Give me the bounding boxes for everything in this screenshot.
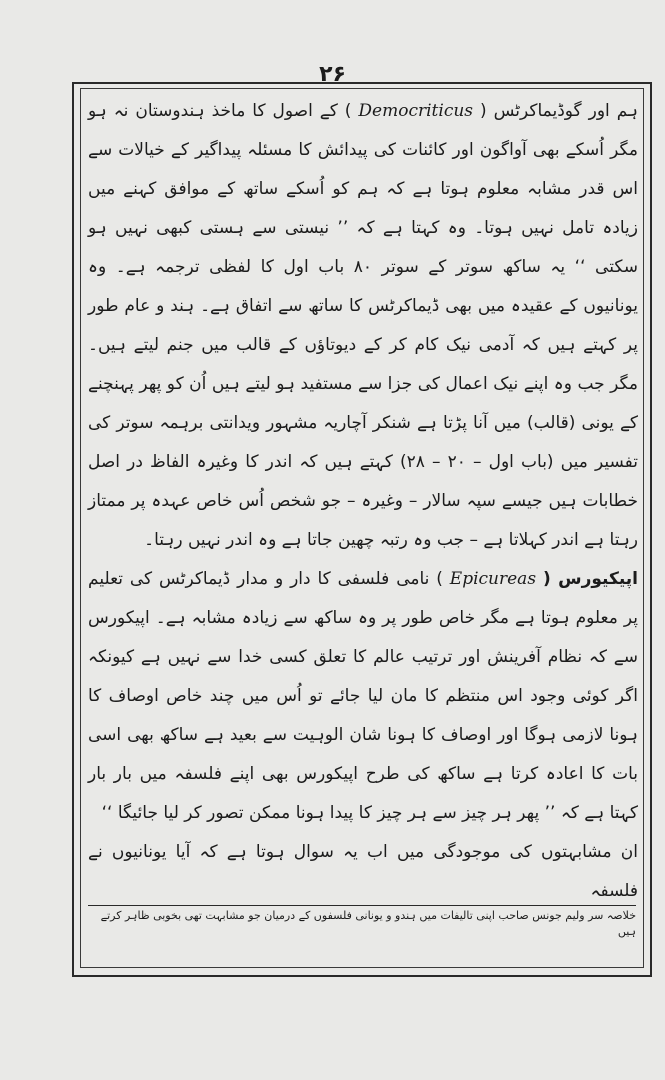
latin-term-democriticus: Democriticus [358,101,474,121]
paragraph-text-start: ان مشابہتوں کی موجودگی میں اب یہ سوال ہوتا ہے کہ آیا یونانیوں نے فلسفہ [88,842,638,901]
paragraph-similarities [88,833,638,911]
body-text [88,92,638,911]
latin-term-epicureas: Epicureas [449,569,537,589]
paragraph-text-start: ہم اور گوڈیماکرٹس ( [479,101,638,121]
paragraph-text-rest: ) کے اصول کا ماخذ ہندوستان نہ ہو مگر اُسکے بھی آواگون اور کائنات کی پیدائش کا مسئلہ پیداگیر کے خیالات سے اس قدر مشابہ معلوم ہوتا ہے کہ ہم کو اُسکے ساتھ کے موافق کہنے میں زیادہ تامل نہیں ہوتا۔ وہ کہتا ہے کہ ’’ نیستی سے ہستی کبھی نہیں ہو سکتی ‘‘ یہ ساکھ سوتر کے سوتر ۸۰ باب اول کا لفظی ترجمہ ہے۔ وہ یونانیوں کے عقیدہ میں بھی ڈیماکرٹس کا ساتھ سے اتفاق ہے۔ ہند و عام طور پر کہتے ہیں کہ آدمی نیک کام کر کے دیوتاؤں کے قالب میں جنم لیتے ہیں۔ مگر جب وہ اپنے نیک اعمال کی جزا سے مستفید ہو لیتے ہیں اُن کو پھر پہنچنے کے یونی (قالب) میں آنا پڑتا ہے شنکر آچاریہ مشہور ویدانتی برہمہ سوتر کی تفسیر میں (باب اول – ۲۰ – ۲۸) کہتے ہیں کہ اندر کا وغیرہ الفاظ در اصل خطابات ہیں جیسے سپہ سالار – وغیرہ – جو شخص اُس خاص عہدہ پر ممتاز رہتا ہے اندر کہلاتا ہے – جب وہ رتبہ چھین جاتا ہے وہ اندر نہیں رہتا۔ [88,101,638,550]
paragraph-epicurus [88,560,638,833]
paragraph-democritus [88,92,638,560]
paragraph-text-start: اپیکیورس ( [542,569,638,589]
footnote-divider [88,905,636,906]
footnote: خلاصہ سر ولیم جونس صاحب اپنی تالیفات میں ہندو و یونانی فلسفوں کے درمیان جو مشابہت تھی بخوبی ظاہر کرتے ہیں [100,909,636,938]
page-number: ۲۶ [319,62,346,87]
paragraph-text-rest: ) نامی فلسفی کا دار و مدار ڈیماکرٹس کی تعلیم پر معلوم ہوتا ہے مگر خاص طور پر وہ ساکھ سے زیادہ مشابہ ہے۔ اپیکورس سے کہ نظام آفرینش اور ترتیب عالم کا تعلق کسی خدا سے نہیں ہے کیونکہ اگر کوئی وجود اس منتظم کا مان لیا جائے تو اُس میں چند خاص اوصاف کا ہونا لازمی ہوگا اور اوصاف کا ہونا شان الوہیت سے بعید ہے ساکھ بھی اسی بات کا اعادہ کرتا ہے ساکھ کی طرح اپیکورس بھی اپنے فلسفہ میں بار بار کہتا ہے کہ ’’ پھر ہر چیز سے ہر چیز کا پیدا ہونا ممکن تصور کر لیا جائیگا ‘‘ [88,569,638,823]
